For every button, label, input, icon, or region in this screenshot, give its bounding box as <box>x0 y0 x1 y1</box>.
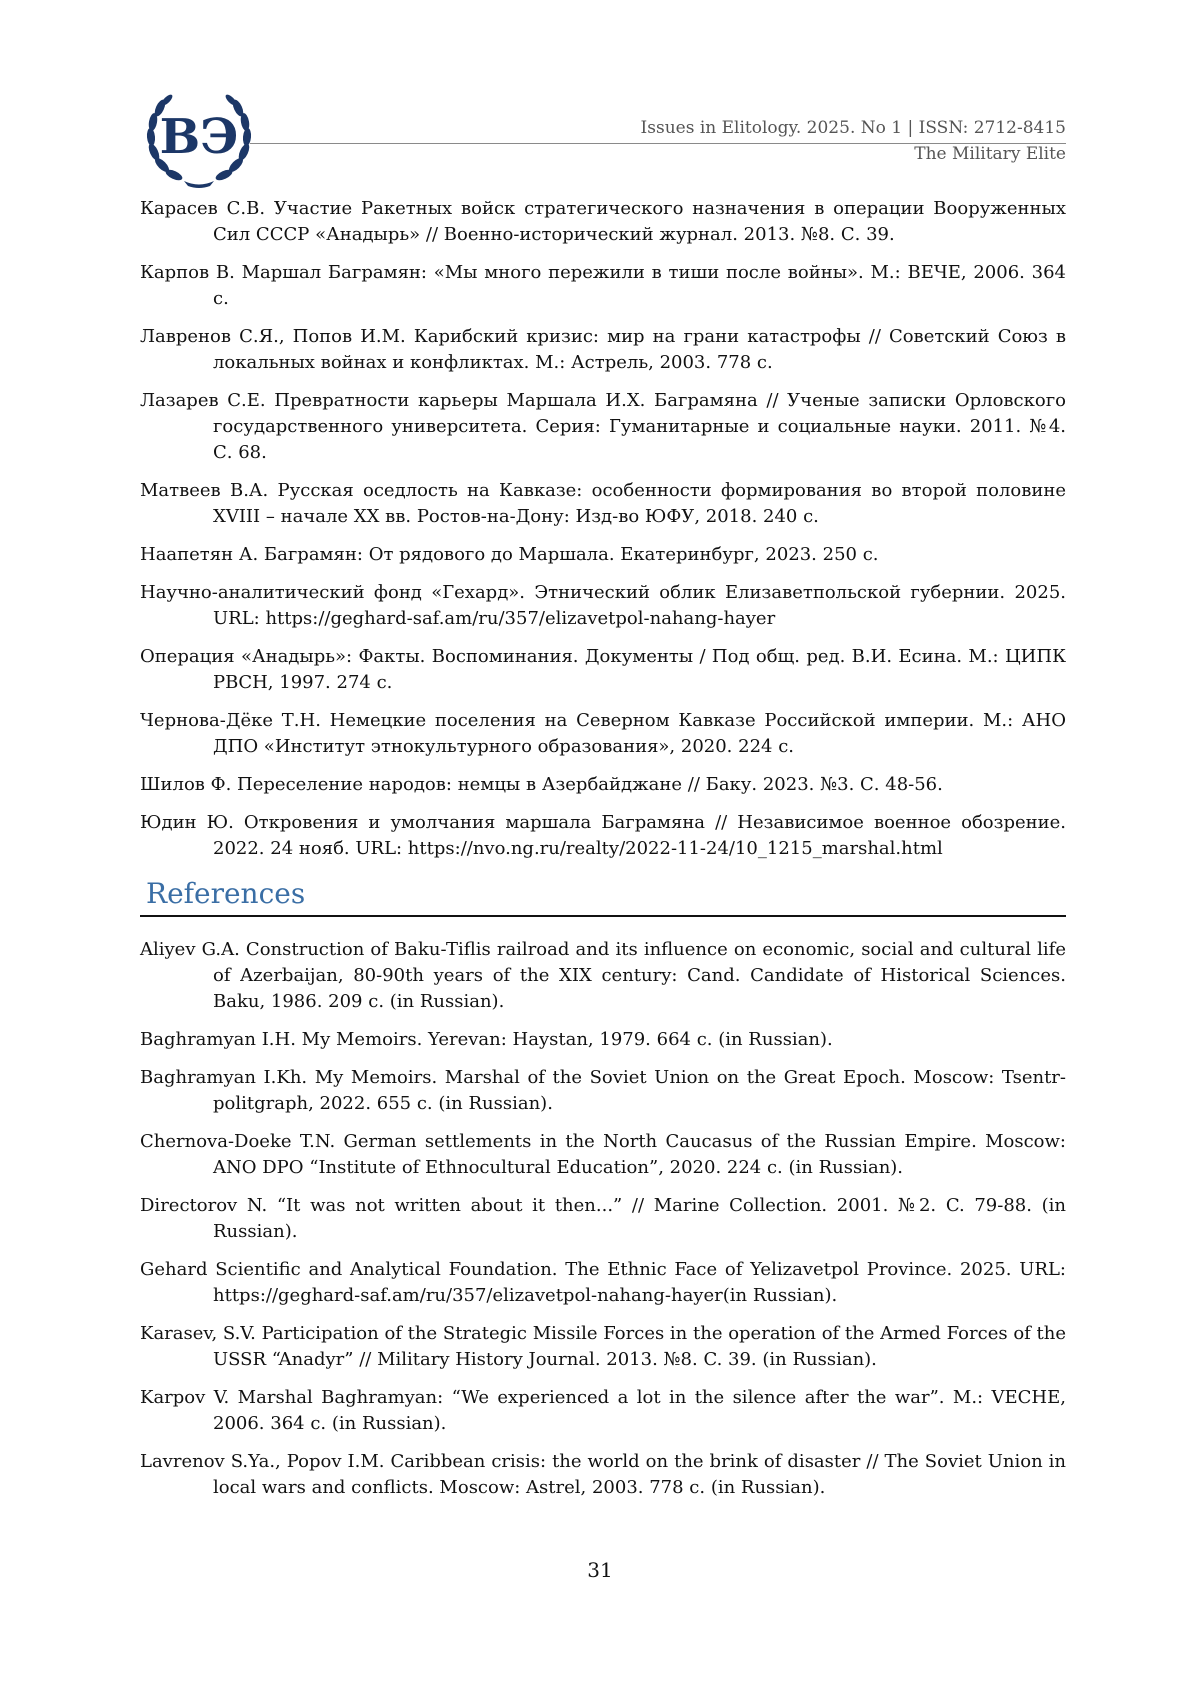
references-heading: References <box>146 877 306 910</box>
list-item: Лазарев С.Е. Превратности карьеры Маршала И.Х. Баграмяна // Ученые записки Орловского государственного университета. Серия: Гуманитарные и социальные науки. 2011. №4. С. 68. <box>140 390 1066 463</box>
list-item: Юдин Ю. Откровения и умолчания маршала Баграмяна // Независимое военное обозрение. 2022. 24 нояб. URL: https://nvo.ng.ru/realty/2022-11-24/10_1215_marshal.html <box>140 812 1066 859</box>
heading-rule <box>140 915 1066 917</box>
page-number: 31 <box>587 1558 613 1582</box>
list-item: Lavrenov S.Ya., Popov I.M. Caribbean crisis: the world on the brink of disaster // The Soviet Union in local wars and conflicts. Moscow: Astrel, 2003. 778 c. (in Russian). <box>140 1451 1066 1498</box>
journal-logo <box>140 78 258 190</box>
bibliography <box>140 196 1066 1513</box>
section-title: The Military Elite <box>914 144 1066 164</box>
english-reference-list <box>140 937 1066 1501</box>
list-item: Карпов В. Маршал Баграмян: «Мы много пережили в тиши после войны». М.: ВЕЧЕ, 2006. 364 с. <box>140 262 1066 309</box>
list-item: Шилов Ф. Переселение народов: немцы в Азербайджане // Баку. 2023. №3. С. 48-56. <box>140 774 943 795</box>
list-item: Наапетян А. Баграмян: От рядового до Маршала. Екатеринбург, 2023. 250 с. <box>140 544 879 565</box>
list-item: Chernova-Doeke T.N. German settlements in the North Caucasus of the Russian Empire. Moscow: ANO DPO “Institute of Ethnocultural Education”, 2020. 224 c. (in Russian). <box>140 1131 1066 1178</box>
list-item: Операция «Анадырь»: Факты. Воспоминания. Документы / Под общ. ред. В.И. Есина. М.: ЦИПК РВСН, 1997. 274 с. <box>140 646 1066 693</box>
journal-info: Issues in Elitology. 2025. No 1 | ISSN: 2712-8415 <box>640 118 1066 138</box>
list-item: Научно-аналитический фонд «Гехард». Этнический облик Елизаветпольской губернии. 2025. URL: https://geghard-saf.am/ru/357/elizavetpol-nahang-hayer <box>140 582 1066 629</box>
list-item: Чернова-Дёке Т.Н. Немецкие поселения на Северном Кавказе Российской империи. М.: АНО ДПО «Институт этнокультурного образования», 2020. 224 с. <box>140 710 1066 757</box>
list-item: Матвеев В.А. Русская оседлость на Кавказе: особенности формирования во второй половине XVIII – начале XX вв. Ростов-на-Дону: Изд-во ЮФУ, 2018. 240 с. <box>140 480 1066 527</box>
list-item: Karasev, S.V. Participation of the Strategic Missile Forces in the operation of the Armed Forces of the USSR “Anadyr” // Military History Journal. 2013. №8. C. 39. (in Russian). <box>140 1323 1067 1370</box>
list-item: Baghramyan I.Kh. My Memoirs. Marshal of the Soviet Union on the Great Epoch. Moscow: Tsentr-politgraph, 2022. 655 c. (in Russian). <box>140 1067 1066 1114</box>
list-item: Gehard Scientific and Analytical Foundation. The Ethnic Face of Yelizavetpol Province. 2025. URL: https://geghard-saf.am/ru/357/elizavetpol-nahang-hayer(in Russian). <box>140 1259 1066 1306</box>
list-item: Baghramyan I.H. My Memoirs. Yerevan: Haystan, 1979. 664 c. (in Russian). <box>140 1029 833 1050</box>
list-item: Лавренов С.Я., Попов И.М. Карибский кризис: мир на грани катастрофы // Советский Союз в локальных войнах и конфликтах. М.: Астрель, 2003. 778 с. <box>140 326 1066 373</box>
list-item: Karpov V. Marshal Baghramyan: “We experienced a lot in the silence after the war”. M.: VECHE, 2006. 364 c. (in Russian). <box>140 1387 1066 1434</box>
list-item: Aliyev G.A. Construction of Baku-Tiflis railroad and its influence on economic, social and cultural life of Azerbaijan, 80-90th years of the XIX century: Cand. Candidate of Historical Sciences. Baku, 1986. 209 c. (in Russian). <box>140 939 1066 1012</box>
russian-reference-list <box>140 196 1066 862</box>
list-item: Directorov N. “It was not written about it then...” // Marine Collection. 2001. №2. C. 79-88. (in Russian). <box>140 1195 1066 1242</box>
list-item: Карасев С.В. Участие Ракетных войск стратегического назначения в операции Вооруженных Сил СССР «Анадырь» // Военно-исторический журнал. 2013. №8. С. 39. <box>140 198 1066 245</box>
svg-text:ВЭ: ВЭ <box>159 109 239 165</box>
